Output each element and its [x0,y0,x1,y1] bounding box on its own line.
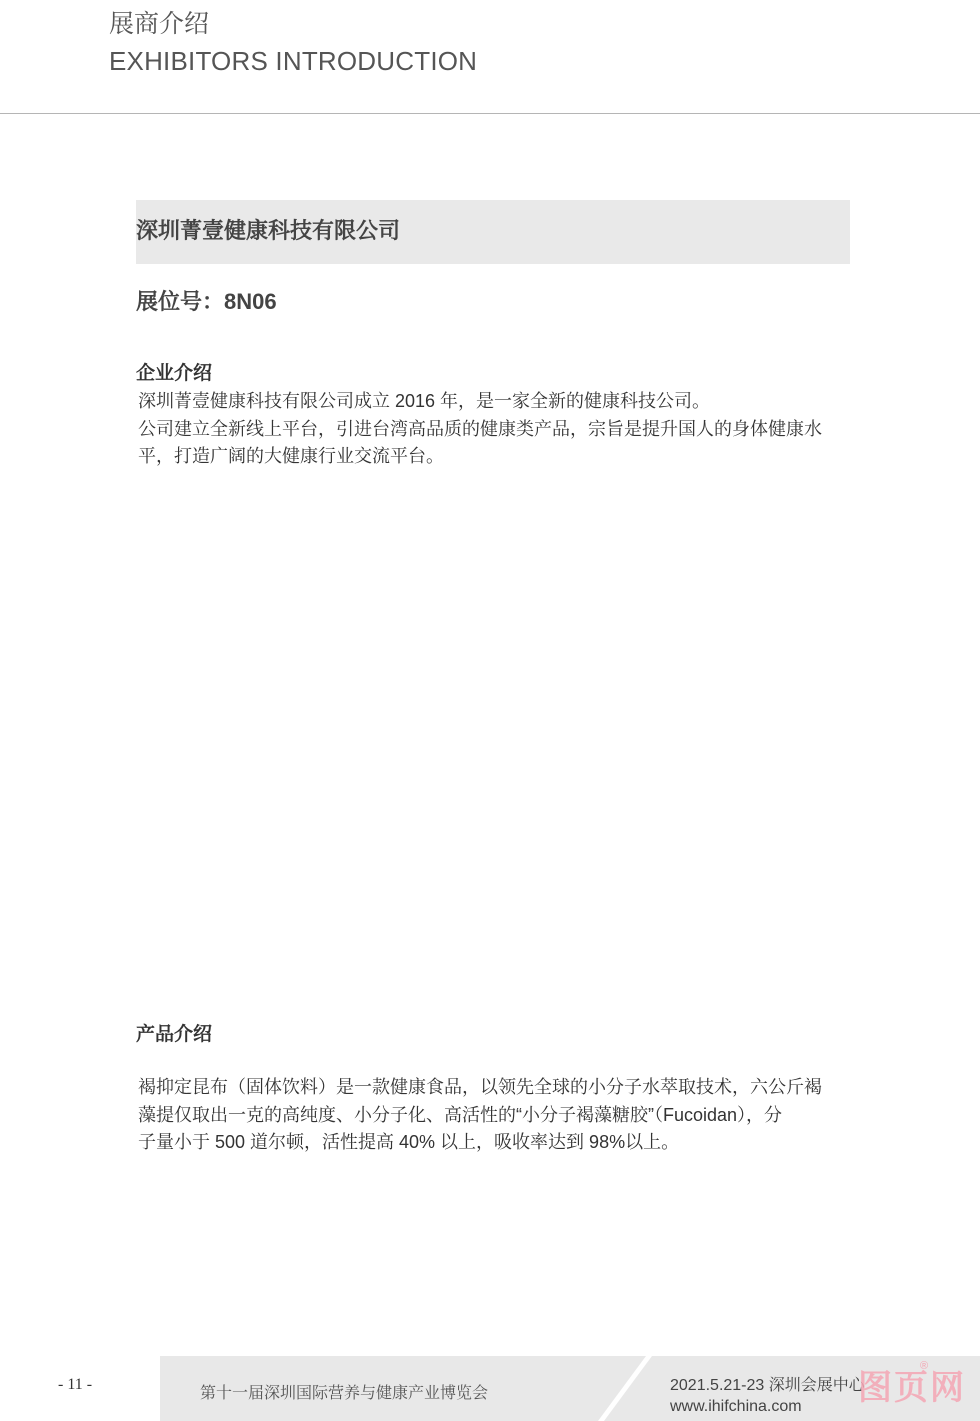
company-name-bar [136,200,850,264]
intro-line: 公司建立全新线上平台，引进台湾高品质的健康类产品，宗旨是提升国人的身体健康水 [138,418,822,439]
booth-number: 展位号：8N06 [136,289,277,314]
product-paragraph [138,1074,854,1157]
watermark-registered-mark: ® [920,1360,929,1372]
product-section-title: 产品介绍 [136,1024,213,1045]
page-number: - 11 - [58,1376,93,1393]
footer-expo-name: 第十一届深圳国际营养与健康产业博览会 [200,1385,489,1402]
product-line: 藻提仅取出一克的高纯度、小分子化、高活性的“小分子褐藻糖胶”（Fucoidan），分 [138,1104,783,1125]
header-divider [0,113,980,114]
company-name: 深圳菁壹健康科技有限公司 [136,218,401,243]
intro-line: 深圳菁壹健康科技有限公司成立 2016 年，是一家全新的健康科技公司。 [138,391,711,411]
intro-section-title: 企业介绍 [136,363,213,384]
header-title-en: EXHIBITORS INTRODUCTION [109,46,478,76]
header-title-cn: 展商介绍 [109,10,210,38]
watermark-logo: 图页网 [858,1369,966,1407]
footer-website[interactable]: www.ihifchina.com [670,1398,802,1415]
intro-line: 平，打造广阔的大健康行业交流平台。 [138,446,444,466]
intro-paragraph [138,388,854,471]
product-line: 褐抑定昆布（固体饮料）是一款健康食品，以领先全球的小分子水萃取技术，六公斤褐 [138,1077,822,1097]
footer-date-venue: 2021.5.21-23 深圳会展中心 [670,1377,865,1394]
product-line: 子量小于 500 道尔顿，活性提高 40% 以上，吸收率达到 98%以上。 [138,1132,680,1152]
